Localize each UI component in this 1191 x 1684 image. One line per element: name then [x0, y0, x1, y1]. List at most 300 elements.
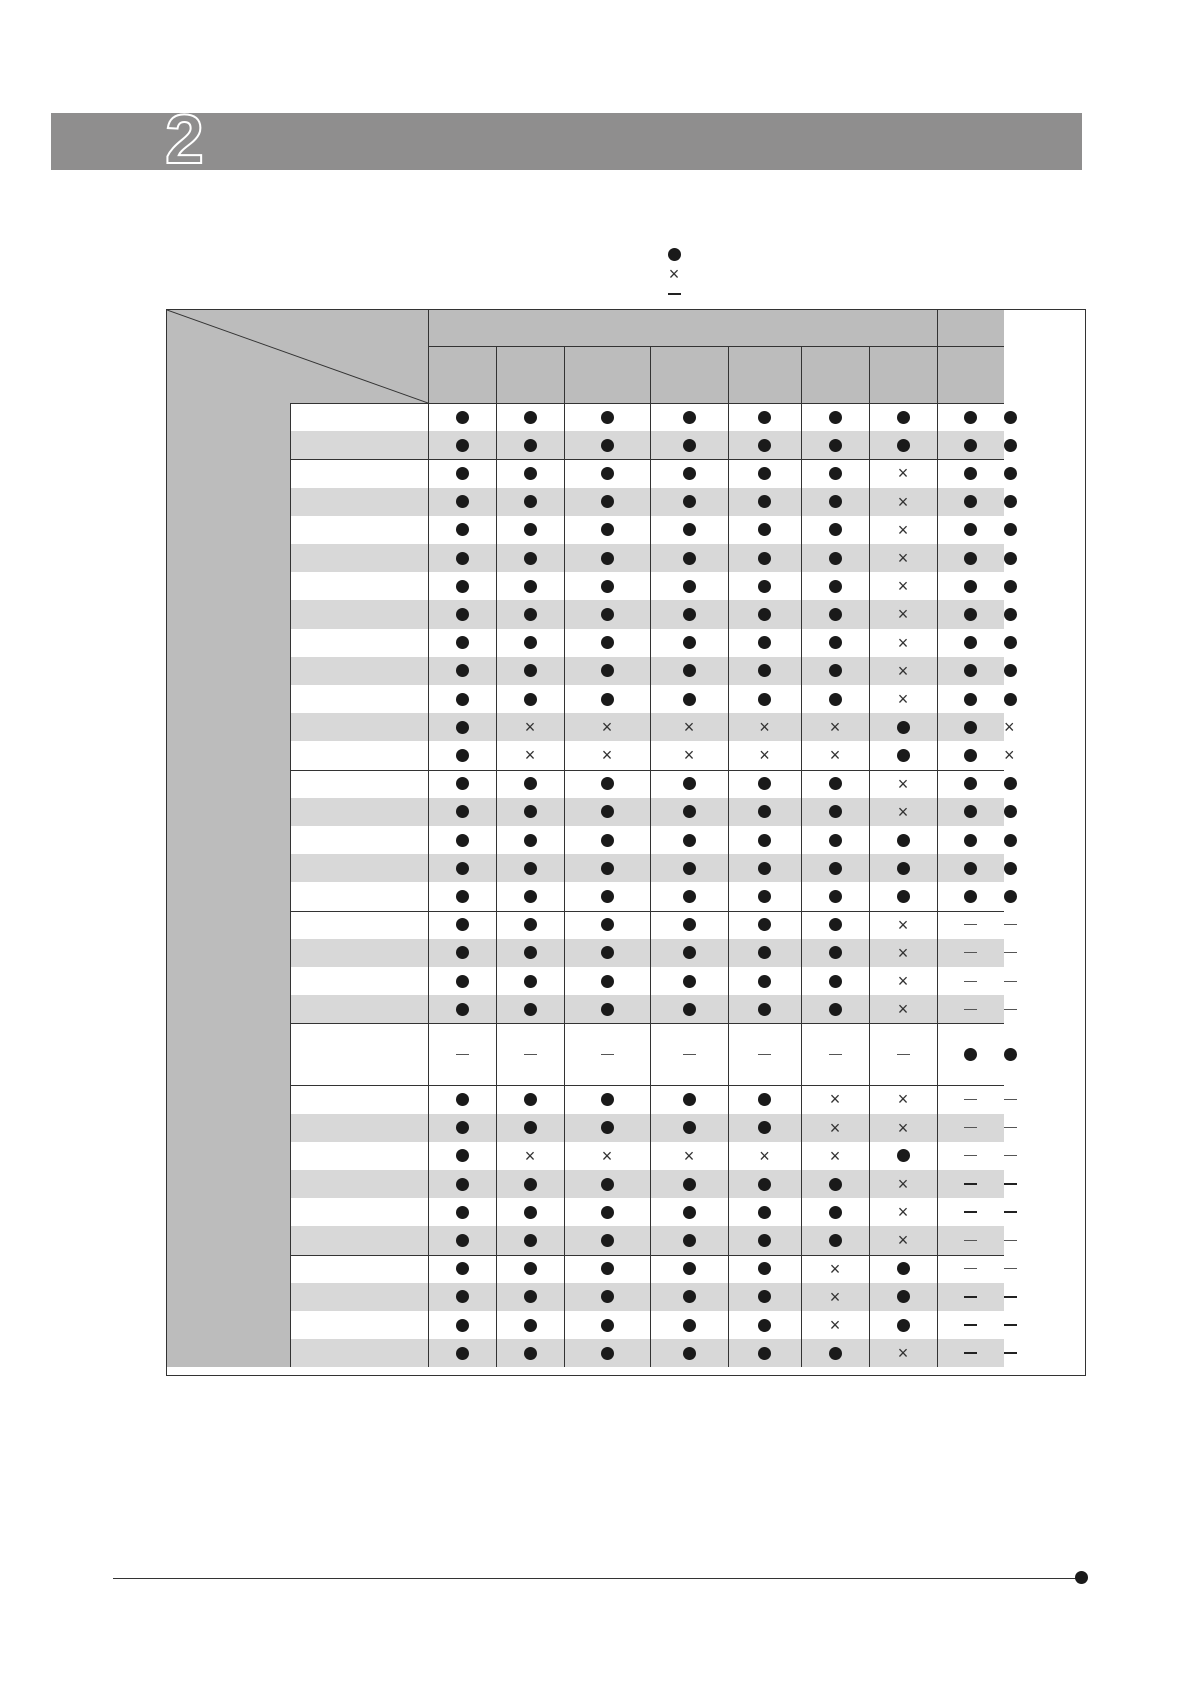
table-cell: [564, 1170, 650, 1198]
table-cell: [728, 657, 801, 685]
table-cell: [801, 1170, 869, 1198]
filled-circle-icon: [683, 495, 696, 508]
filled-circle-icon: [601, 467, 614, 480]
dash-icon: [964, 1009, 977, 1010]
table-cell: [650, 1114, 728, 1142]
filled-circle-icon: [964, 749, 977, 762]
table-cell: [428, 1339, 496, 1367]
table-cell: [869, 1311, 937, 1339]
cross-icon: ×: [897, 801, 909, 822]
filled-circle-icon: [456, 1003, 469, 1016]
table-cell: [1004, 544, 1017, 572]
table-cell: [869, 967, 937, 995]
table-cell: [1004, 1311, 1017, 1339]
filled-circle-icon: [683, 467, 696, 480]
filled-circle-icon: [758, 777, 771, 790]
table-cell: [496, 770, 564, 798]
filled-circle-icon: [683, 1319, 696, 1332]
filled-circle-icon: [683, 1121, 696, 1134]
table-cell: [869, 1226, 937, 1254]
filled-circle-icon: [829, 1234, 842, 1247]
table-cell: [564, 1142, 650, 1170]
filled-circle-icon: [964, 411, 977, 424]
table-cell: [869, 685, 937, 713]
table-cell: [869, 713, 937, 741]
filled-circle-icon: [1004, 467, 1017, 480]
table-cell: [801, 854, 869, 882]
table-cell: [496, 1114, 564, 1142]
table-cell: [428, 1255, 496, 1283]
dash-icon: [964, 1099, 977, 1100]
filled-circle-icon: [456, 1149, 469, 1162]
filled-circle-icon: [601, 495, 614, 508]
table-cell: [937, 544, 1004, 572]
table-cell: [937, 657, 1004, 685]
table-cell: [937, 431, 1004, 459]
table-cell: [728, 544, 801, 572]
filled-circle-icon: [601, 1290, 614, 1303]
filled-circle-icon: [758, 1178, 771, 1191]
table-cell: [650, 854, 728, 882]
filled-circle-icon: [456, 1234, 469, 1247]
dash-icon: [964, 1296, 977, 1298]
filled-circle-icon: [829, 1178, 842, 1191]
table-cell: [801, 939, 869, 967]
dash-icon: [1004, 1240, 1017, 1241]
filled-circle-icon: [456, 608, 469, 621]
table-cell: [428, 1085, 496, 1113]
table-cell: [428, 798, 496, 826]
cross-icon: ×: [829, 1286, 841, 1307]
filled-circle-icon: [683, 1093, 696, 1106]
filled-circle-icon: [758, 439, 771, 452]
table-cell: [869, 826, 937, 854]
filled-circle-icon: [524, 664, 537, 677]
table-cell: [1004, 1283, 1017, 1311]
table-cell: [496, 600, 564, 628]
table-cell: [869, 1023, 937, 1085]
cross-icon: ×: [829, 1117, 841, 1138]
table-cell: [1004, 713, 1015, 741]
table-cell: [650, 1311, 728, 1339]
table-cell: [1004, 1226, 1017, 1254]
filled-circle-icon: [456, 411, 469, 424]
filled-circle-icon: [524, 552, 537, 565]
table-cell: [564, 657, 650, 685]
table-cell: [428, 939, 496, 967]
table-cell: [869, 911, 937, 939]
table-cell: [869, 1085, 937, 1113]
dash-icon: [964, 1240, 977, 1241]
table-cell: [1004, 403, 1017, 431]
symbol-legend: [664, 244, 684, 304]
filled-circle-icon: [758, 918, 771, 931]
filled-circle-icon: [524, 777, 537, 790]
filled-circle-icon: [524, 523, 537, 536]
filled-circle-icon: [964, 439, 977, 452]
footer-rule: [113, 1578, 1081, 1579]
table-cell: [869, 431, 937, 459]
filled-circle-icon: [1004, 693, 1017, 706]
cross-icon: ×: [897, 491, 909, 512]
table-cell: [728, 459, 801, 487]
filled-circle-icon: [524, 1347, 537, 1360]
cross-icon: ×: [759, 745, 770, 766]
dash-icon: [964, 924, 977, 925]
table-cell: [937, 488, 1004, 516]
filled-circle-icon: [456, 862, 469, 875]
filled-circle-icon: [683, 693, 696, 706]
table-cell: [869, 798, 937, 826]
table-cell: [496, 1311, 564, 1339]
cross-icon: ×: [1004, 745, 1015, 766]
table-cell: [728, 685, 801, 713]
column-rule: [496, 403, 497, 1367]
compatibility-table: [166, 309, 1086, 1376]
table-cell: [496, 939, 564, 967]
table-cell: [564, 1114, 650, 1142]
table-cell: [801, 995, 869, 1023]
table-cell: [428, 1283, 496, 1311]
filled-circle-icon: [964, 805, 977, 818]
table-cell: [937, 995, 1004, 1023]
table-cell: [869, 995, 937, 1023]
table-cell: [801, 544, 869, 572]
table-cell: [564, 1283, 650, 1311]
table-cell: [801, 967, 869, 995]
filled-circle-icon: [897, 1319, 910, 1332]
table-cell: [428, 544, 496, 572]
filled-circle-icon: [1004, 834, 1017, 847]
dash-icon: [829, 1054, 842, 1055]
table-cell: [564, 770, 650, 798]
table-cell: [650, 1023, 728, 1085]
filled-circle-icon: [758, 636, 771, 649]
filled-circle-icon: [456, 552, 469, 565]
table-cell: [1004, 995, 1017, 1023]
cross-icon: ×: [897, 660, 909, 681]
filled-circle-icon: [683, 636, 696, 649]
table-cell: [801, 1226, 869, 1254]
table-cell: [1004, 516, 1017, 544]
filled-circle-icon: [601, 523, 614, 536]
table-cell: [801, 629, 869, 657]
filled-circle-icon: [524, 1093, 537, 1106]
table-cell: [496, 1226, 564, 1254]
table-cell: [801, 600, 869, 628]
filled-circle-icon: [1004, 862, 1017, 875]
filled-circle-icon: [683, 552, 696, 565]
table-cell: [869, 516, 937, 544]
filled-circle-icon: [758, 890, 771, 903]
table-cell: [801, 911, 869, 939]
filled-circle-icon: [601, 1121, 614, 1134]
table-cell: [728, 1283, 801, 1311]
table-cell: [869, 403, 937, 431]
table-cell: [428, 600, 496, 628]
table-cell: [937, 403, 1004, 431]
cross-icon: ×: [897, 604, 909, 625]
filled-circle-icon: [456, 636, 469, 649]
table-cell: [564, 629, 650, 657]
filled-circle-icon: [758, 1234, 771, 1247]
cross-icon: ×: [897, 689, 909, 710]
table-cell: [1004, 741, 1015, 769]
table-cell: [1004, 1085, 1017, 1113]
filled-circle-icon: [456, 523, 469, 536]
filled-circle-icon: [524, 580, 537, 593]
filled-circle-icon: [1004, 411, 1017, 424]
table-cell: [869, 741, 937, 769]
cross-icon: ×: [897, 1089, 909, 1110]
table-cell: [1004, 798, 1017, 826]
table-cell: [496, 1170, 564, 1198]
table-cell: [869, 629, 937, 657]
filled-circle-icon: [683, 664, 696, 677]
table-cell: [1004, 939, 1017, 967]
filled-circle-icon: [964, 495, 977, 508]
table-cell: [937, 826, 1004, 854]
table-cell: [728, 488, 801, 516]
filled-circle-icon: [758, 580, 771, 593]
table-cell: [650, 770, 728, 798]
table-cell: [728, 1114, 801, 1142]
filled-circle-icon: [524, 1234, 537, 1247]
filled-circle-icon: [456, 1206, 469, 1219]
filled-circle-icon: [524, 975, 537, 988]
filled-circle-icon: [601, 1003, 614, 1016]
filled-circle-icon: [456, 1290, 469, 1303]
cross-icon: ×: [897, 632, 909, 653]
filled-circle-icon: [964, 862, 977, 875]
table-cell: [650, 1226, 728, 1254]
cross-icon: ×: [897, 1230, 909, 1251]
cross-icon: ×: [897, 1174, 909, 1195]
table-cell: [937, 1226, 1004, 1254]
table-cell: [564, 544, 650, 572]
filled-circle-icon: [897, 890, 910, 903]
header-group-rule: [428, 346, 1004, 347]
cross-icon: ×: [829, 1315, 841, 1336]
table-cell: [801, 1085, 869, 1113]
filled-circle-icon: [601, 608, 614, 621]
table-cell: [650, 826, 728, 854]
table-cell: [869, 770, 937, 798]
table-cell: [869, 1255, 937, 1283]
table-cell: [728, 882, 801, 910]
table-cell: [496, 713, 564, 741]
filled-circle-icon: [601, 552, 614, 565]
filled-circle-icon: [601, 439, 614, 452]
dash-icon: [964, 1324, 977, 1326]
dash-icon: [1004, 924, 1017, 925]
filled-circle-icon: [683, 1003, 696, 1016]
dash-icon: [897, 1054, 910, 1055]
cross-icon: ×: [897, 942, 909, 963]
table-cell: [801, 798, 869, 826]
table-cell: [496, 995, 564, 1023]
legend-item: [664, 264, 684, 284]
filled-circle-icon: [758, 834, 771, 847]
table-cell: [428, 685, 496, 713]
row-group-label-cell: [167, 911, 290, 1024]
filled-circle-icon: [456, 1347, 469, 1360]
filled-circle-icon: [601, 411, 614, 424]
filled-circle-icon: [829, 975, 842, 988]
table-cell: [937, 1311, 1004, 1339]
table-cell: [496, 1283, 564, 1311]
filled-circle-icon: [829, 467, 842, 480]
table-cell: [650, 516, 728, 544]
table-cell: [1004, 685, 1017, 713]
filled-circle-icon: [456, 693, 469, 706]
cross-icon: ×: [897, 971, 909, 992]
table-cell: [428, 995, 496, 1023]
table-cell: [650, 1198, 728, 1226]
cross-icon: ×: [897, 1202, 909, 1223]
table-cell: [937, 1114, 1004, 1142]
table-cell: [564, 1311, 650, 1339]
cross-icon: ×: [759, 1145, 770, 1166]
cross-icon: ×: [897, 914, 909, 935]
column-rule: [728, 403, 729, 1367]
table-cell: [650, 600, 728, 628]
filled-circle-icon: [758, 1290, 771, 1303]
filled-circle-icon: [524, 411, 537, 424]
cross-icon: ×: [829, 1258, 841, 1279]
table-cell: [801, 1142, 869, 1170]
table-cell: [496, 1085, 564, 1113]
filled-circle-icon: [524, 1178, 537, 1191]
table-cell: [801, 516, 869, 544]
table-cell: [869, 1339, 937, 1367]
table-cell: [650, 995, 728, 1023]
table-cell: [1004, 459, 1017, 487]
table-cell: [937, 741, 1004, 769]
filled-circle-icon: [601, 862, 614, 875]
filled-circle-icon: [524, 608, 537, 621]
filled-circle-icon: [683, 439, 696, 452]
filled-circle-icon: [964, 523, 977, 536]
filled-circle-icon: [456, 1319, 469, 1332]
table-cell: [428, 1114, 496, 1142]
filled-circle-icon: [897, 1149, 910, 1162]
table-cell: [428, 770, 496, 798]
column-rule: [801, 403, 802, 1367]
cross-icon: ×: [829, 1145, 841, 1166]
table-cell: [728, 1142, 801, 1170]
filled-circle-icon: [456, 1093, 469, 1106]
table-cell: [869, 600, 937, 628]
table-cell: [564, 572, 650, 600]
filled-circle-icon: [758, 664, 771, 677]
filled-circle-icon: [524, 890, 537, 903]
table-cell: [1004, 1339, 1017, 1367]
table-cell: [564, 685, 650, 713]
filled-circle-icon: [758, 946, 771, 959]
cross-icon: ×: [668, 264, 680, 284]
table-cell: [728, 1339, 801, 1367]
table-cell: [650, 629, 728, 657]
dash-icon: [964, 1183, 977, 1185]
filled-circle-icon: [683, 1234, 696, 1247]
table-cell: [428, 1142, 496, 1170]
table-cell: [869, 1142, 937, 1170]
filled-circle-icon: [456, 1262, 469, 1275]
table-cell: [728, 572, 801, 600]
filled-circle-icon: [964, 552, 977, 565]
table-cell: [869, 459, 937, 487]
table-cell: [496, 516, 564, 544]
table-cell: [937, 1023, 1004, 1085]
table-cell: [728, 770, 801, 798]
table-cell: [496, 1142, 564, 1170]
cross-icon: ×: [897, 576, 909, 597]
dash-icon: [1004, 1183, 1017, 1185]
table-cell: [1004, 488, 1017, 516]
table-cell: [428, 713, 496, 741]
table-cell: [428, 403, 496, 431]
filled-circle-icon: [683, 1347, 696, 1360]
table-cell: [937, 685, 1004, 713]
row-group-label-cell: [167, 1023, 290, 1085]
table-cell: [869, 1170, 937, 1198]
filled-circle-icon: [601, 1347, 614, 1360]
filled-circle-icon: [897, 411, 910, 424]
table-cell: [564, 798, 650, 826]
filled-circle-icon: [524, 805, 537, 818]
table-cell: [564, 459, 650, 487]
table-cell: [1004, 572, 1017, 600]
table-cell: [650, 798, 728, 826]
filled-circle-icon: [1004, 664, 1017, 677]
table-cell: [937, 1283, 1004, 1311]
table-cell: [564, 854, 650, 882]
filled-circle-icon: [829, 580, 842, 593]
filled-circle-icon: [601, 580, 614, 593]
filled-circle-icon: [524, 862, 537, 875]
filled-circle-icon: [456, 495, 469, 508]
filled-circle-icon: [1004, 495, 1017, 508]
table-cell: [428, 1311, 496, 1339]
column-rule: [650, 403, 651, 1367]
table-cell: [728, 1255, 801, 1283]
filled-circle-icon: [601, 1262, 614, 1275]
dash-icon: [964, 952, 977, 953]
filled-circle-icon: [683, 1262, 696, 1275]
table-cell: [728, 713, 801, 741]
filled-circle-icon: [758, 693, 771, 706]
table-cell: [937, 1170, 1004, 1198]
table-cell: [428, 826, 496, 854]
table-cell: [1004, 1114, 1017, 1142]
table-cell: [801, 459, 869, 487]
table-cell: [496, 1255, 564, 1283]
table-cell: [650, 713, 728, 741]
chapter-banner: [51, 113, 1082, 170]
table-cell: [869, 572, 937, 600]
filled-circle-icon: [601, 918, 614, 931]
table-cell: [801, 741, 869, 769]
table-cell: [728, 629, 801, 657]
filled-circle-icon: [1004, 608, 1017, 621]
filled-circle-icon: [601, 975, 614, 988]
cross-icon: ×: [897, 773, 909, 794]
filled-circle-icon: [897, 834, 910, 847]
filled-circle-icon: [456, 1121, 469, 1134]
dash-icon: [964, 1211, 977, 1213]
filled-circle-icon: [897, 439, 910, 452]
